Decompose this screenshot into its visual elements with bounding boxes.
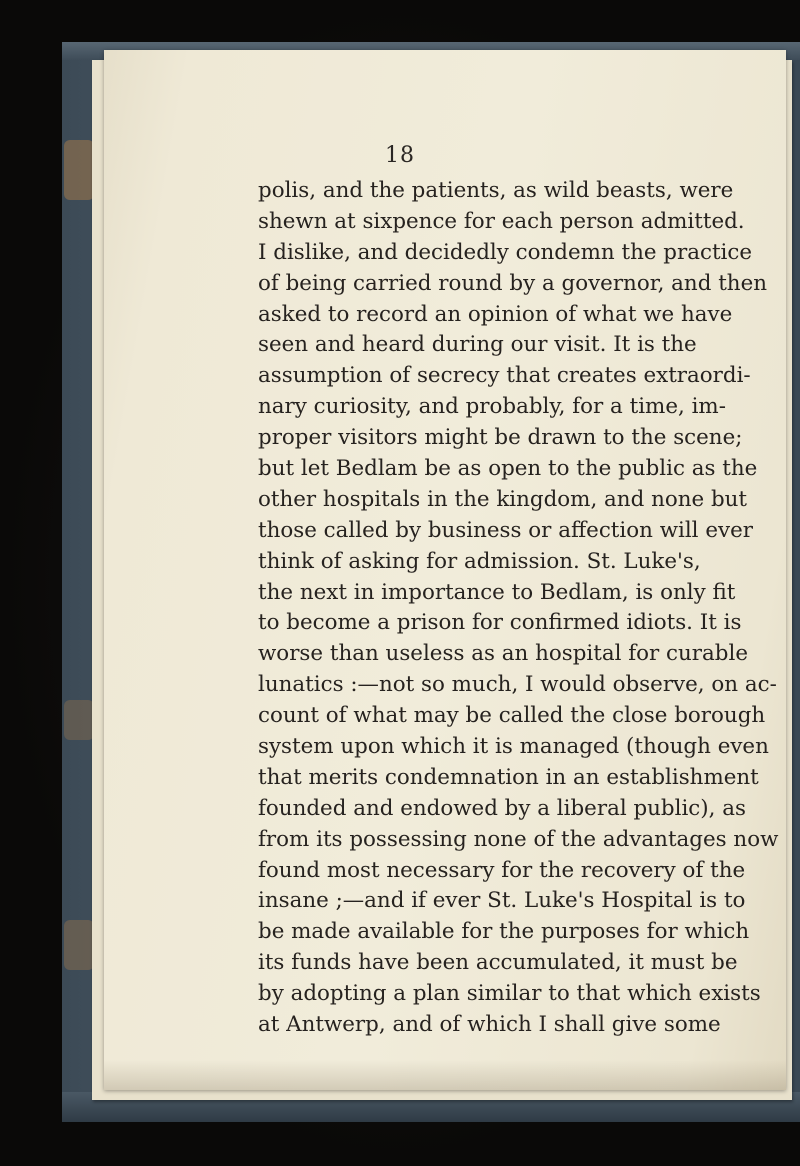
text-line: asked to record an opinion of what we have <box>258 301 733 327</box>
text-line: proper visitors might be drawn to the scene; <box>258 425 743 451</box>
text-line: assumption of secrecy that creates extraordi- <box>258 363 751 389</box>
spine-wear-mark <box>64 920 94 970</box>
text-line: system upon which it is managed (though even <box>258 734 769 760</box>
text-line: by adopting a plan similar to that which exists <box>258 981 761 1007</box>
text-line: that merits condemnation in an establishment <box>258 764 759 790</box>
text-line: its funds have been accumulated, it must be <box>258 950 738 976</box>
text-line: to become a prison for confirmed idiots. It is <box>258 610 742 636</box>
page-number: 18 <box>385 143 415 168</box>
text-line: those called by business or affection will ever <box>258 517 753 543</box>
page-edge-shadow <box>104 1060 786 1090</box>
text-line: seen and heard during our visit. It is the <box>258 332 697 358</box>
text-line: of being carried round by a governor, and then <box>258 270 768 296</box>
text-line: at Antwerp, and of which I shall give some <box>258 1012 721 1038</box>
text-line: but let Bedlam be as open to the public as the <box>258 456 758 482</box>
spine-wear-mark <box>64 700 94 740</box>
text-line: polis, and the patients, as wild beasts, were <box>258 178 734 203</box>
text-line: count of what may be called the close borough <box>258 703 766 729</box>
text-line: lunatics :—not so much, I would observe, on ac- <box>258 672 777 698</box>
text-line: be made available for the purposes for which <box>258 919 750 945</box>
text-line: the next in importance to Bedlam, is only fit <box>258 579 736 605</box>
text-line: other hospitals in the kingdom, and none but <box>258 486 748 512</box>
text-line: founded and endowed by a liberal public), as <box>258 795 746 821</box>
text-line: nary curiosity, and probably, for a time, im- <box>258 394 726 420</box>
text-line: found most necessary for the recovery of the <box>258 857 746 883</box>
text-line: I dislike, and decidedly condemn the practice <box>258 239 753 265</box>
text-line: shewn at sixpence for each person admitted. <box>258 208 745 234</box>
text-line: worse than useless as an hospital for curable <box>258 641 748 667</box>
body-text <box>258 176 779 1041</box>
text-line: from its possessing none of the advantages now <box>258 826 779 852</box>
text-line: insane ;—and if ever St. Luke's Hospital is to <box>258 888 746 914</box>
text-line: think of asking for admission. St. Luke's, <box>258 548 701 574</box>
